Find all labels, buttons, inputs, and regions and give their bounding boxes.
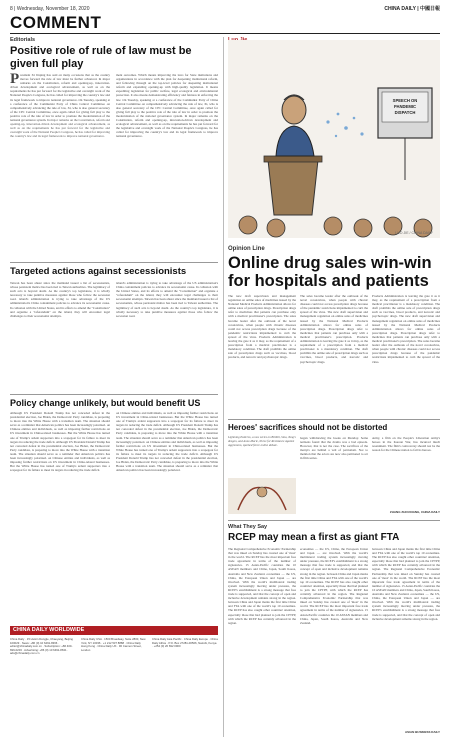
editorials-label: Editorials (10, 37, 36, 43)
worldwide-footer-bar: CHINA DAILY WORLDWIDE (10, 626, 218, 635)
opinion-paragraph: The new draft supervision and management regulation on online sales of medicines issued by the National Medical Products Administration allows for online sales of prescription drugs. Prescription drugs refer to medicines that patients can purchase only with a medical practitioner's prescription. (300, 310, 368, 339)
policy-paragraph: Although US President Donald Trump has not conceded defeat in the presidential election, Joe Biden, the Democratic Party candidate, is preparing to move into the White House with a transition team. The situation should serve as a reminder that American politics has been increasingly polarized. (116, 423, 218, 444)
divider (228, 520, 440, 521)
column-divider (223, 37, 224, 737)
policy-paragraph: Although US President Donald Trump has not conceded defeat in the presidential election, Joe Biden, the Democratic Party candidate, is preparing to move into the White House with a transition team. The situation should serve as a reminder that American politics has been increasingly polarized. (10, 439, 110, 461)
policy-paragraph: Although US President Donald Trump has not conceded defeat in the presidential election, Joe Biden, the Democratic Party candidate, is preparing to move into the White House with a transition team. The situation should serve as a reminder that American politics has been increasingly polarized. (10, 411, 110, 428)
editorial-headline[interactable]: Positive role of rule of law must be given full play (10, 45, 192, 70)
policy-paragraph: on Chinese entities and individuals, as well as imposing further restrictions on US investment in China-related businesses. But the White House has turned one of Trump's ardent supporters into a scapegoat for its failure to meet its targets in reducing the trade deficit. (10, 456, 110, 473)
heroes-col-2: began withdrawing the books on Monday. Some netizens found that the drama was a bad episode. However, that is not the case. The sacrifices of the martyrs are behind a veil of patriotism. Not to mention that the actors are now also petitioned to act in film series. (300, 436, 368, 461)
what-they-say-label: What They Say (228, 524, 268, 530)
masthead: CHINA DAILY | 中國日報 (384, 6, 440, 12)
editorial-paragraph: ment outcomes. Which means improving the laws for State institutions and organizations in accordance with the plan for deepening institutional reform, and following through on the top-level policies for deepening institutional reform and expanding opening-up with high-quality legislation. It means expediting legislation for public welfare, legal ecological and environmental protection. It also means demonstrating efficiency and fairness in enforcing the law. (116, 73, 218, 102)
opinion-col-2 (300, 294, 368, 414)
heroes-headline[interactable]: Heroes' sacrifices should not be distorted (228, 423, 388, 432)
opinion-paragraph: The new draft supervision and management regulation on online sales of medicines issued by the National Medical Products Administration allows for online sales of prescription drugs. Prescription drugs refer to medicines that patients can purchase only with a medical practitioner's prescription. (228, 294, 296, 319)
editorial-paragraph: On Tuesday, speaking at a conference of the Communist Party of China Central Committee on comprehensively advancing the rule of law, Xi, who is also general secretary of the CPC Central Committee, once again called for giving full play to the positive role of the rule of law in order to promote the modernization of the national governance system. (10, 97, 111, 123)
opinion-col-3 (372, 294, 440, 414)
editorial-cartoon (228, 40, 440, 238)
heroes-illustration (228, 478, 296, 514)
editorial-paragraph: On Tuesday, speaking at a conference of the Communist Party of China Central Committee on comprehensively advancing the rule of law, Xi, who is also general secretary of the CPC Central Committee, once again called for giving full play to the positive role of the rule of law in order to promote the modernization of the national governance system. (116, 97, 218, 118)
rcep-paragraph: economies — the US, China, the European Union and Japan — are involved. With the world's multilateral trading system increasingly moving under pressure, the RCEP's establishment is a strong message that free trade is supported, and that the concept of open and inclusive development remains strong in the region. (228, 571, 296, 601)
section-divider (10, 33, 440, 34)
targeted-col-2 (116, 281, 218, 391)
rcep-paragraph: between China and Japan marks the first time China and FTA with one of the world's top 10 economies. The RCEP has also caught other countries' attention, especially those that had planned to join the CPTPP, with which the RCEP has certainly advanced in the region. (372, 547, 440, 572)
policy-headline[interactable]: Policy change unlikely, but would benefit US (10, 398, 201, 408)
opinion-paragraph: The new draft supervision and management regulation on online sales of medicines issued by the National Medical Products Administration allows for online sales of prescription drugs. Prescription drugs refer to medicines that patients can purchase only with a medical practitioner's prescription. (372, 314, 440, 344)
heroes-byline: ZHANG ZHOUXIANG, CHINA DAILY (389, 510, 440, 514)
editorial-col-1 (10, 73, 110, 139)
opinion-paragraph: The sales became leader after the outbreak of the novel coronavirus, when people with chronic diseases could not access prescription drugs because of the pandemic restrictions implemented to curb the spread of the virus. (228, 314, 296, 339)
rcep-paragraph: The Regional Comprehensive Economic Partnership that was inked on Sunday has created one of 'most' in the world. The RCEP has the most important free trade agreement in terms of the number of signatories. 15 Asian-Pacific countries the 10 ASEAN members and China, Japan, South Korea, Australia and New Zealand. (372, 567, 440, 597)
opinion-paragraph: Products Administration is leaving the gate it as it may, as the requirement of a prescription from a medical practitioner is a mandatory condition. The draft prohibits the online sale of prescription drugs such as vaccines, blood products, and narcotic and psychotropic drugs. (228, 334, 296, 360)
rcep-paragraph: The Regional Comprehensive Economic Partnership that was inked on Sunday has created one of 'most' in the world. The RCEP has the most important free trade agreement in terms of the number of signatories. 15 Asian-Pacific countries the 10 ASEAN members and China, Japan, South Korea, Australia and New Zealand. (228, 547, 296, 576)
opinion-col-1 (228, 294, 296, 414)
targeted-paragraph: island's administration is trying to take advantage of the US administration's China containment policies to advance its secessionist cause. In collusion with the United States, and its efforts to amend the "Constitution" and organize a "referendum" on the island, they will encounter legal challenges to their secessionist attempts. (10, 297, 110, 318)
rcep-headline[interactable]: RCEP may mean a first as giant FTA (228, 532, 400, 543)
opinion-line-label: Opinion Line (228, 246, 265, 252)
opinion-paragraph: Products Administration is leaving the gate it as it may, as the requirement of a prescription from a medical practitioner is a mandatory condition. The draft prohibits the online sale of prescription drugs such as vaccines, blood products, and narcotic and psychotropic drugs. (372, 294, 440, 319)
opinion-paragraph: Products Administration is leaving the gate it as it may, as the requirement of a prescription from a medical practitioner is a mandatory condition. The draft prohibits the online sale of prescription drugs such as vaccines, blood products, and narcotic and psychotropic drugs. (300, 334, 368, 364)
rcep-col-1 (228, 547, 296, 737)
footer-info-col-3: China Daily Asia Pacific · China Daily Europe · China Daily Africa · P.O. Box 27281-00506, Nairobi, Kenya · +254 (0) 20 692 0900 (152, 638, 218, 648)
cartoon-background (228, 40, 440, 238)
drop-cap: P (10, 71, 20, 87)
opinion-headline[interactable]: Online drug sales win-win for hospitals and patients (228, 254, 432, 290)
targeted-col-1 (10, 281, 110, 391)
divider (10, 394, 218, 395)
policy-paragraph: on Chinese entities and individuals, as well as imposing further restrictions on US investment in China-related businesses. But the White House has turned one of Trump's ardent supporters into a scapegoat for its failure to meet its targets in reducing the trade deficit. (10, 423, 110, 444)
divider (10, 262, 218, 263)
editorial-paragraph: In major remarks on the Constitution, reform and opening-up, innovation-driven development and ecological advancement, as well as on the requirements he has put forward for the legislative and oversight work of the National People's Congress, he has called for improving the country's law and its legal framework to improve national governance. (10, 118, 110, 139)
footer-info-col-2: China Daily USA · 1500 Broadway, Suite 2800, New York, NY 10036 · +1 212 537 8888 · China Daily Hong Kong · China Daily UK · 90 Cannon Street, London (81, 638, 146, 652)
page-folio: 8 | Wednesday, November 18, 2020 (10, 6, 90, 12)
footer-info-col-1: China Daily · 15 Huixin Dongjie, Chaoyang, Beijing 100029 · News: +86 (0) 10 6491-8366 · editor@chinadaily.com.cn · Subscription: +86 400-699-0203 · Advertising: +86 (0) 10 6491-8631 · ads@chinadaily.com.cn (10, 638, 73, 655)
svg-text:DISPATCH: DISPATCH (394, 110, 416, 115)
rcep-paragraph: The Regional Comprehensive Economic Partnership that was inked on Sunday has created one of 'most' in the world. The RCEP has the most important free trade agreement in terms of the number of signatories. 15 Asian-Pacific countries the 10 ASEAN members and China, Japan, South Korea, Australia and New Zealand. (300, 592, 368, 625)
opinion-paragraph: The sales became leader after the outbreak of the novel coronavirus, when people with chronic diseases could not access prescription drugs because of the pandemic restrictions implemented to curb the spread of the virus. (300, 294, 368, 315)
policy-paragraph: on Chinese entities and individuals, as well as imposing further restrictions on US investment in China-related businesses. But the White House has turned one of Trump's ardent supporters into a scapegoat for its failure to meet its targets in reducing the trade deficit. (116, 439, 218, 456)
section-title: COMMENT (10, 13, 102, 32)
rcep-col-3 (372, 547, 440, 727)
rcep-paragraph: economies — the US, China, the European Union and Japan — are involved. With the world's multilateral trading system increasingly moving under pressure, the RCEP's establishment is a strong message that free trade is supported, and that the concept of open and inclusive development remains strong in the region. (372, 592, 440, 621)
divider (228, 419, 440, 420)
policy-paragraph: on Chinese entities and individuals, as well as imposing further restrictions on US investment in China-related businesses. But the White House has turned one of Trump's ardent supporters into a scapegoat for its failure to meet its targets in reducing the trade deficit. (116, 411, 218, 428)
targeted-paragraph: island's administration is trying to take advantage of the US administration's China containment policies to advance its secessionist cause. In collusion with the United States, and its efforts to amend the "Constitution" and organize a "referendum" on the island, they will encounter legal challenges to their secessionist attempts. (116, 281, 218, 302)
policy-paragraph: Although US President Donald Trump has not conceded defeat in the presidential election, Joe Biden, the Democratic Party candidate, is preparing to move into the White House with a transition team. The situation should serve as a reminder that American politics has been increasingly polarized. (116, 451, 218, 473)
rcep-paragraph: between China and Japan marks the first time China and FTA with one of the world's top 10 economies. The RCEP has also caught other countries' attention, especially those that had planned to join the CPTPP, with which the RCEP has certainly advanced in the region. (228, 600, 296, 625)
rcep-paragraph: economies — the US, China, the European Union and Japan — are involved. With the world's multilateral trading system increasingly moving under pressure, the RCEP's establishment is a strong message that free trade is supported, and that the concept of open and inclusive development remains strong in the region. (300, 547, 368, 576)
cartoon-credit: LUO JIE / CHINA DAILY (395, 231, 433, 235)
editorial-paragraph: In major remarks on the Constitution, reform and opening-up, innovation-driven development and ecological advancement, as well as on the requirements he has put forward for the legislative and oversight work of the National People's Congress, he has called for improving the country's law and its legal framework to improve national governance. (10, 77, 111, 102)
editorial-paragraph: In major remarks on the Constitution, reform and opening-up, innovation-driven development and ecological advancement, as well as on the requirements he has put forward for the legislative and oversight work of the National People's Congress, he has called for improving the country's law and its legal framework to improve national governance. (116, 113, 218, 139)
editorial-lead: resident Xi Jinping has said on many occasions that as the country moves forward the rule of law must be further advanced. (20, 73, 110, 82)
targeted-paragraph: Taiwan has been abuzz since the mainland issued a list of secessionists, whose persistent malice has been tied to Taiwan authorities. The legitimacy of such acts is beyond doubt. As the country's top legislature, it is wholly necessary to take punitive measures against those who follow the secession road. (116, 297, 218, 318)
opinion-paragraph: The sales became leader after the outbreak of the novel coronavirus, when people with chronic diseases could not access prescription drugs because of the pandemic restrictions implemented to curb the spread of the virus. (372, 339, 440, 364)
policy-col-2 (116, 411, 218, 621)
editorial-col-2 (116, 73, 218, 139)
heroes-col-3: Army, a film on the People's Liberation Army's heroes in the Korean War, has incurred much resentment. The film's controversy should not be the reason for the Chinese nation to fail its heroes. (372, 436, 440, 453)
targeted-headline[interactable]: Targeted actions against secessionists (10, 266, 187, 277)
rcep-paragraph: between China and Japan marks the first time China and FTA with one of the world's top 10 economies. The RCEP has also caught other countries' attention, especially those that had planned to join the CPTPP, with which the RCEP has certainly advanced in the region. (300, 571, 368, 597)
svg-text:PANDEMIC: PANDEMIC (393, 104, 417, 109)
targeted-paragraph: Taiwan has been abuzz since the mainland issued a list of secessionists, whose persistent malice has been tied to Taiwan authorities. The legitimacy of such acts is beyond doubt. As the country's top legislature, it is wholly necessary to take punitive measures against those who follow the secession road. (10, 281, 110, 302)
rcep-byline: ASIAN BUSINESS DAILY (404, 730, 440, 734)
rcep-col-2 (300, 547, 368, 737)
heroes-caption: Lightning Patterns, a new series on Bilibili, Sina, Tang's dragon, and Anne-Marie, Nurse for Resistance Against Aggression, sparked fierce online debate. (228, 436, 296, 447)
screen-title: SPEECH ON (392, 98, 418, 103)
policy-col-1 (10, 411, 110, 621)
